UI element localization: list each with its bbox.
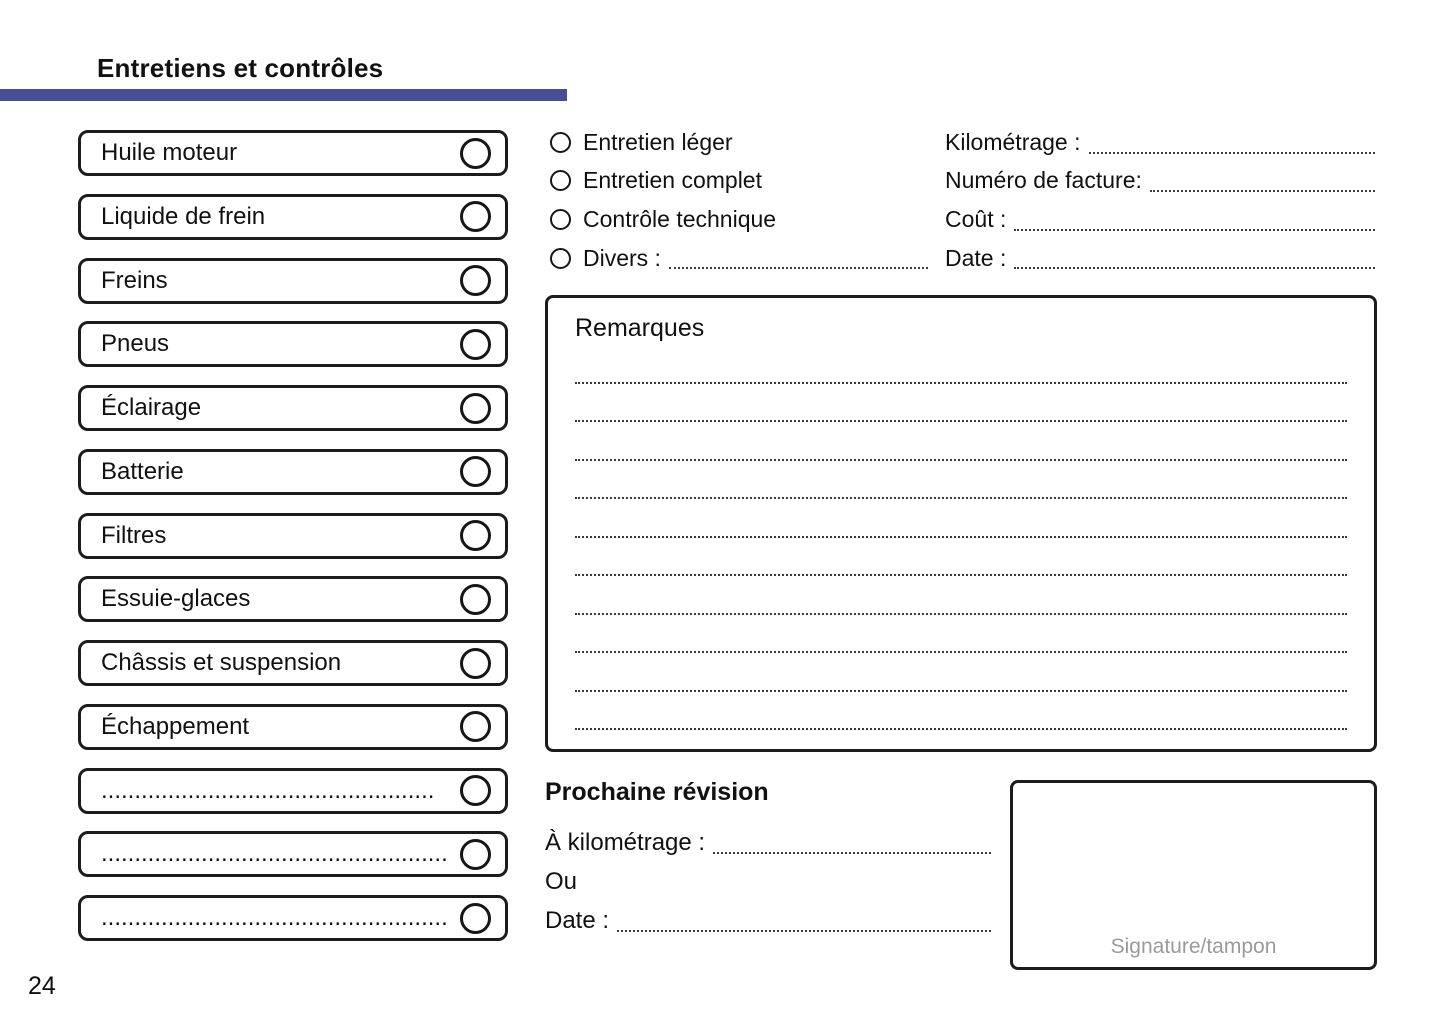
field-date <box>945 239 1375 278</box>
checklist-item <box>78 640 508 686</box>
checkbox-circle[interactable] <box>460 265 491 296</box>
checklist-item <box>78 258 508 304</box>
next-service-or-row <box>545 862 991 901</box>
cout-field-line[interactable] <box>1014 229 1375 231</box>
checklist-item-label: Essuie-glaces <box>101 585 251 613</box>
radio-circle[interactable] <box>550 132 571 153</box>
checklist-item-blank <box>78 768 508 814</box>
remarks-line[interactable] <box>575 499 1347 538</box>
field-label: Numéro de facture: <box>945 167 1142 194</box>
checkbox-circle[interactable] <box>460 393 491 424</box>
checkbox-circle[interactable] <box>460 329 491 360</box>
title-underline-bar <box>0 89 567 101</box>
radio-circle[interactable] <box>550 248 571 269</box>
checkbox-circle[interactable] <box>460 839 491 870</box>
checklist-item <box>78 321 508 367</box>
next-service-date-label: Date : <box>545 906 610 934</box>
checklist-item-label: Filtres <box>101 521 167 549</box>
checkbox-circle[interactable] <box>460 648 491 679</box>
checkbox-circle[interactable] <box>460 775 491 806</box>
next-service-title: Prochaine révision <box>545 778 769 806</box>
remarks-line[interactable] <box>575 422 1347 461</box>
remarks-line[interactable] <box>575 576 1347 615</box>
checklist-item-label: Pneus <box>101 330 170 358</box>
checklist-item-label: Éclairage <box>101 394 202 421</box>
divers-field-line[interactable] <box>669 267 928 269</box>
checklist-item-label[interactable]: .................................................... <box>101 840 448 868</box>
info-fields <box>945 123 1375 277</box>
remarks-line[interactable] <box>575 384 1347 423</box>
checklist-item-label[interactable]: .................................................. <box>101 776 435 804</box>
checklist-item <box>78 576 508 622</box>
radio-circle[interactable] <box>550 209 571 230</box>
checkbox-circle[interactable] <box>460 903 491 934</box>
next-service-km-label: À kilométrage : <box>545 828 706 856</box>
checklist-item-label: Freins <box>101 266 168 294</box>
remarks-title: Remarques <box>575 314 705 342</box>
facture-field-line[interactable] <box>1150 190 1375 192</box>
checklist-item <box>78 194 508 240</box>
checklist-item <box>78 704 508 750</box>
remarks-line[interactable] <box>575 615 1347 654</box>
service-option-label: Contrôle technique <box>583 205 777 232</box>
checkbox-circle[interactable] <box>460 456 491 487</box>
checkbox-circle[interactable] <box>460 138 491 169</box>
next-service-date-field-line[interactable] <box>617 930 991 932</box>
checklist-item-blank <box>78 895 508 941</box>
next-service-section <box>545 778 991 940</box>
checklist-item <box>78 130 508 176</box>
field-label: Coût : <box>945 205 1007 232</box>
field-numero-facture <box>945 162 1375 201</box>
next-service-date-row <box>545 901 991 940</box>
checklist-item-label[interactable]: .................................................... <box>101 904 448 931</box>
remarks-line[interactable] <box>575 461 1347 500</box>
service-option <box>550 123 928 162</box>
checklist-item <box>78 385 508 431</box>
signature-box[interactable] <box>1010 780 1377 970</box>
field-cout <box>945 200 1375 239</box>
remarks-line[interactable] <box>575 345 1347 384</box>
checkbox-circle[interactable] <box>460 201 491 232</box>
remarks-line[interactable] <box>575 692 1347 731</box>
service-option-label: Entretien complet <box>583 167 762 194</box>
page-title: Entretiens et contrôles <box>97 53 384 83</box>
service-type-options <box>550 123 928 277</box>
checklist-item <box>78 513 508 559</box>
remarks-line[interactable] <box>575 653 1347 692</box>
checklist-item-label: Batterie <box>101 457 184 485</box>
service-option-divers <box>550 239 928 278</box>
checklist <box>78 130 508 941</box>
checklist-item-label: Châssis et suspension <box>101 649 342 676</box>
field-label: Date : <box>945 244 1007 271</box>
next-service-or-label: Ou <box>545 867 578 895</box>
field-label: Kilométrage : <box>945 128 1081 155</box>
next-service-km-field-line[interactable] <box>713 852 991 854</box>
remarks-lines <box>575 345 1347 730</box>
remarks-line[interactable] <box>575 538 1347 577</box>
remarks-box <box>545 295 1377 752</box>
checkbox-circle[interactable] <box>460 711 491 742</box>
checkbox-circle[interactable] <box>460 520 491 551</box>
checklist-item-blank <box>78 831 508 877</box>
service-option-label: Entretien léger <box>583 128 733 155</box>
date-field-line[interactable] <box>1014 267 1375 269</box>
page-number: 24 <box>28 972 56 1000</box>
checklist-item-label: Huile moteur <box>101 139 238 166</box>
checkbox-circle[interactable] <box>460 584 491 615</box>
kilometrage-field-line[interactable] <box>1089 152 1375 154</box>
checklist-item-label: Liquide de frein <box>101 202 266 230</box>
next-service-km-row <box>545 823 991 862</box>
service-option-label: Divers : <box>583 244 661 271</box>
service-option <box>550 200 928 239</box>
radio-circle[interactable] <box>550 170 571 191</box>
field-kilometrage <box>945 123 1375 162</box>
checklist-item <box>78 449 508 495</box>
signature-label: Signature/tampon <box>1110 935 1277 958</box>
checklist-item-label: Échappement <box>101 712 250 740</box>
service-option <box>550 162 928 201</box>
